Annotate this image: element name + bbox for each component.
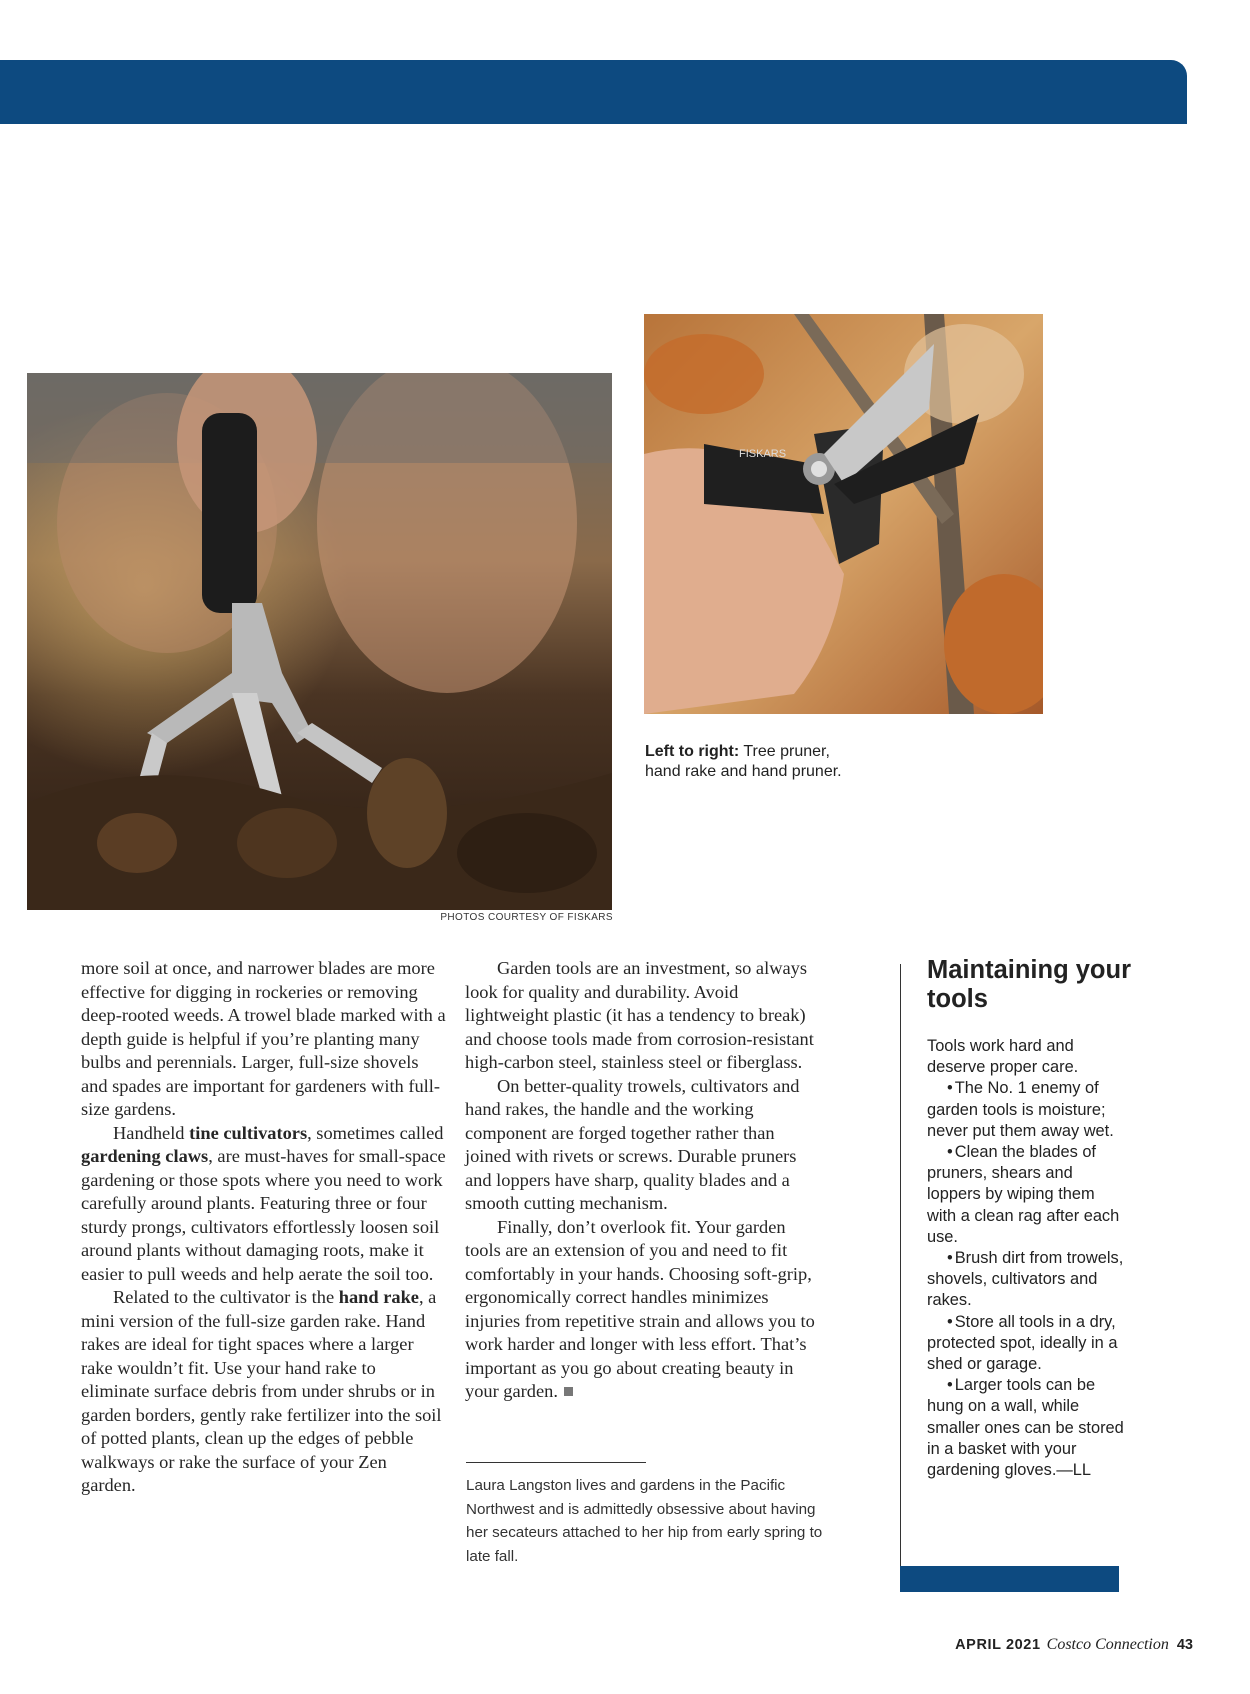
sidebar-bullet: • The No. 1 enemy of garden tools is moisture; never put them away wet.: [927, 1078, 1127, 1142]
article-column-1: [81, 957, 446, 1498]
term-gardening-claws: gardening claws: [81, 1146, 209, 1166]
end-of-article-mark: [564, 1387, 573, 1396]
bio-divider: [466, 1462, 646, 1463]
sidebar-title: Maintaining your tools: [927, 956, 1131, 1013]
header-color-bar: [0, 60, 1187, 124]
caption-lead: Left to right:: [645, 743, 740, 760]
sidebar-body: [927, 1036, 1127, 1481]
hand-cultivator-photo: [27, 373, 612, 910]
col2-paragraph-1: Garden tools are an investment, so always look for quality and durability. Avoid lightweight plastic (it has a tendency to break) and choose tools made from corrosion-resistant high-carbon steel, stainless steel or fiberglass.: [465, 958, 814, 1072]
page-number: 43: [1176, 1637, 1193, 1653]
caption-text: Tree pruner, hand rake and hand pruner.: [645, 743, 842, 780]
sidebar-bullet: • Store all tools in a dry, protected spot, ideally in a shed or garage.: [927, 1312, 1127, 1376]
term-tine-cultivators: tine cultivators: [189, 1122, 308, 1143]
col2-p3-text: Finally, don’t overlook fit. Your garden tools are an extension of you and need to fit comfortably in your hands. Choosing soft-grip, ergonomically correct handles minimizes injuries from repetitive strain and allows you to work harder and longer with less effort. That’s important as you go about creating beauty in your garden.: [465, 1216, 815, 1401]
sidebar-intro: Tools work hard and deserve proper care.: [927, 1037, 1079, 1077]
author-bio: Laura Langston lives and gardens in the Pacific Northwest and is admittedly obsessive about having her secateurs attached to her hip from early spring to late fall.: [466, 1477, 823, 1565]
pruner-brand-mark: FISKARS: [739, 448, 787, 460]
col1-p3-text-a: Related to the cultivator is the: [113, 1287, 339, 1307]
col1-p2-text-a: Handheld: [113, 1122, 190, 1143]
sidebar-bullet: • Clean the blades of pruners, shears and loppers by wiping them with a clean rag after each use.: [927, 1142, 1127, 1248]
sidebar-bullet: • Brush dirt from trowels, shovels, cultivators and rakes.: [927, 1248, 1127, 1312]
photo-credit: PHOTOS COURTESY OF FISKARS: [440, 912, 613, 923]
col1-paragraph-1: more soil at once, and narrower blades are more effective for digging in rockeries or removing deep-rooted weeds. A trowel blade marked with a depth guide is helpful if you’re planting many bulbs and perennials. Larger, full-size shovels and spades are important for gardeners with full-size gardens.: [81, 958, 446, 1119]
article-column-2: [465, 957, 825, 1404]
col1-p2-text-c: , sometimes called: [307, 1122, 444, 1143]
col1-paragraph-2: [81, 1122, 446, 1287]
sidebar-footer-bar: [900, 1566, 1119, 1592]
page-folio: [955, 1636, 1193, 1654]
col2-paragraph-2: On better-quality trowels, cultivators and hand rakes, the handle and the working component are forged together rather than joined with rivets or screws. Durable pruners and loppers have sharp, quality blades and a smooth cutting mechanism.: [465, 1075, 800, 1213]
sidebar-bullet: • Larger tools can be hung on a wall, while smaller ones can be stored in a basket with your gardening gloves.—LL: [927, 1375, 1127, 1481]
folio-magazine: Costco Connection: [1046, 1636, 1169, 1653]
col1-p2-text-d: , are must-haves for small-space gardening or those spots where you need to work carefully around plants. Featuring three or four sturdy prongs, cultivators effortlessly loosen soil around plants without damaging roots, make it easier to pull weeds and help aerate the soil too.: [81, 1146, 446, 1284]
col1-paragraph-3: [81, 1286, 446, 1498]
col2-paragraph-3: [465, 1216, 825, 1404]
sidebar-divider: [900, 964, 901, 1570]
term-hand-rake: hand rake: [338, 1287, 419, 1307]
tree-pruner-photo: [644, 314, 1043, 714]
folio-date: APRIL 2021: [955, 1637, 1041, 1653]
photo-caption: [645, 742, 865, 782]
col1-p3-text-c: , a mini version of the full-size garden rake. Hand rakes are ideal for tight spaces where a larger rake wouldn’t fit. Use your hand rake to eliminate surface debris from under shrubs or in garden borders, gently rake fertilizer into the soil of potted plants, clean up the edges of pebble walkways or rake the surface of your Zen garden.: [81, 1287, 442, 1495]
